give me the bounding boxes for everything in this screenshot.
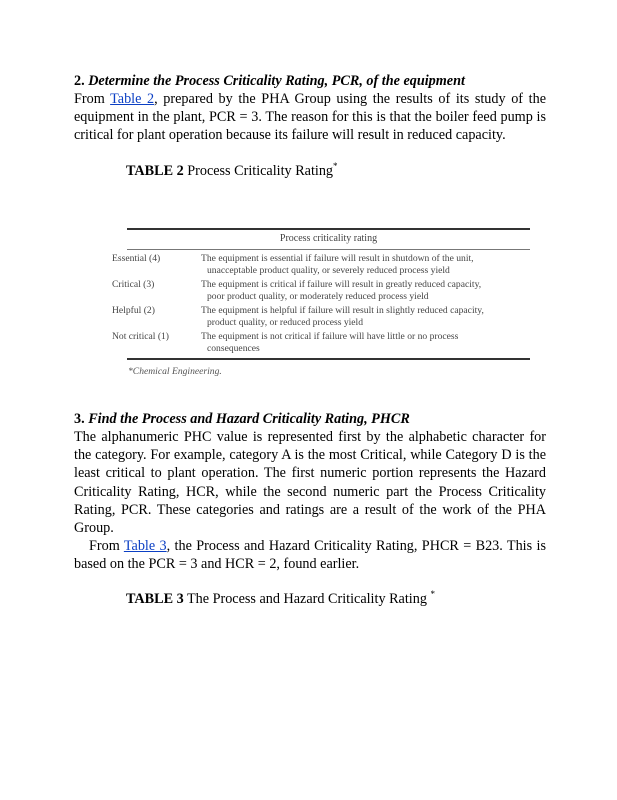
table-row-category: Not critical (1) (112, 331, 170, 342)
description-line: poor product quality, or moderately reduced process yield (207, 291, 429, 302)
description-line: The equipment is critical if failure will result in greatly reduced capacity, (201, 279, 482, 290)
section-2-paragraph (74, 90, 546, 145)
section-2-heading (74, 72, 546, 90)
section-3-paragraph-1: The alphanumeric PHC value is represented first by the alphabetic character for the category. For example, category A is the most Critical, while Category D is the least critical to plant operation. The first numeric portion represents the Hazard Criticality Rating, HCR, while the second numeric part the Process Criticality Rating, PCR. These categories and ratings are a result of the work of the PHA Group. (74, 429, 546, 537)
section-3 (74, 410, 546, 574)
table-top-rule (127, 228, 530, 230)
table-row-category: Helpful (2) (112, 305, 155, 316)
section-3-paragraph-2 (74, 537, 546, 573)
section-3-from: From (89, 538, 124, 555)
table-row-category: Critical (3) (112, 279, 155, 290)
description-line: product quality, or reduced process yield (207, 317, 364, 328)
table-2-marker: * (333, 160, 338, 171)
table-2-label: TABLE 2 (126, 162, 184, 179)
description-line: The equipment is helpful if failure will result in slightly reduced capacity, (201, 305, 484, 316)
table-row-category: Essential (4) (112, 253, 161, 264)
description-line: unacceptable product quality, or severely reduced process yield (207, 265, 450, 276)
table-bottom-rule (127, 358, 530, 360)
section-2-from: From (74, 91, 111, 107)
table-row-description (201, 305, 530, 329)
table-column-header: Process criticality rating (279, 233, 378, 244)
section-3-heading (74, 410, 546, 428)
section-3-text: , the Process and Hazard Criticality Rating, PHCR = B23. This is based on the PCR = 3 and HCR = 2, found earlier. (74, 538, 546, 573)
table-2-link[interactable]: Table 2 (110, 91, 155, 107)
description-line: The equipment is essential if failure will result in shutdown of the unit, (201, 253, 474, 264)
section-2-text: , prepared by the PHA Group using the results of its study of the equipment in the plant, PCR = 3. The reason for this is that the boiler feed pump is critical for plant operation because its failure will result in reduced capacity. (74, 91, 546, 144)
description-line: The equipment is not critical if failure will have little or no process (201, 331, 459, 342)
table-3-caption-block (74, 590, 546, 608)
table-footnote: *Chemical Engineering. (128, 366, 222, 377)
table-3-marker: * (430, 589, 435, 599)
table-3-label: TABLE 3 (126, 591, 184, 607)
table-2-caption (74, 162, 546, 180)
section-2 (74, 72, 546, 180)
table-3-caption (74, 590, 546, 608)
section-3-title: Find the Process and Hazard Criticality Rating, PHCR (88, 411, 410, 427)
table-header-rule (127, 249, 530, 250)
table-row-description (201, 253, 530, 277)
table-row-description (201, 279, 530, 303)
description-line: consequences (207, 343, 260, 354)
section-2-title: Determine the Process Criticality Rating, PCR, of the equipment (88, 73, 465, 89)
table-3-link[interactable]: Table 3 (123, 538, 167, 555)
table-3-caption-text: The Process and Hazard Criticality Rating (183, 591, 431, 607)
section-3-number: 3. (74, 411, 85, 427)
section-2-number: 2. (74, 73, 85, 89)
table-row-description (201, 331, 530, 355)
table-2-caption-text: Process Criticality Rating (183, 162, 334, 179)
